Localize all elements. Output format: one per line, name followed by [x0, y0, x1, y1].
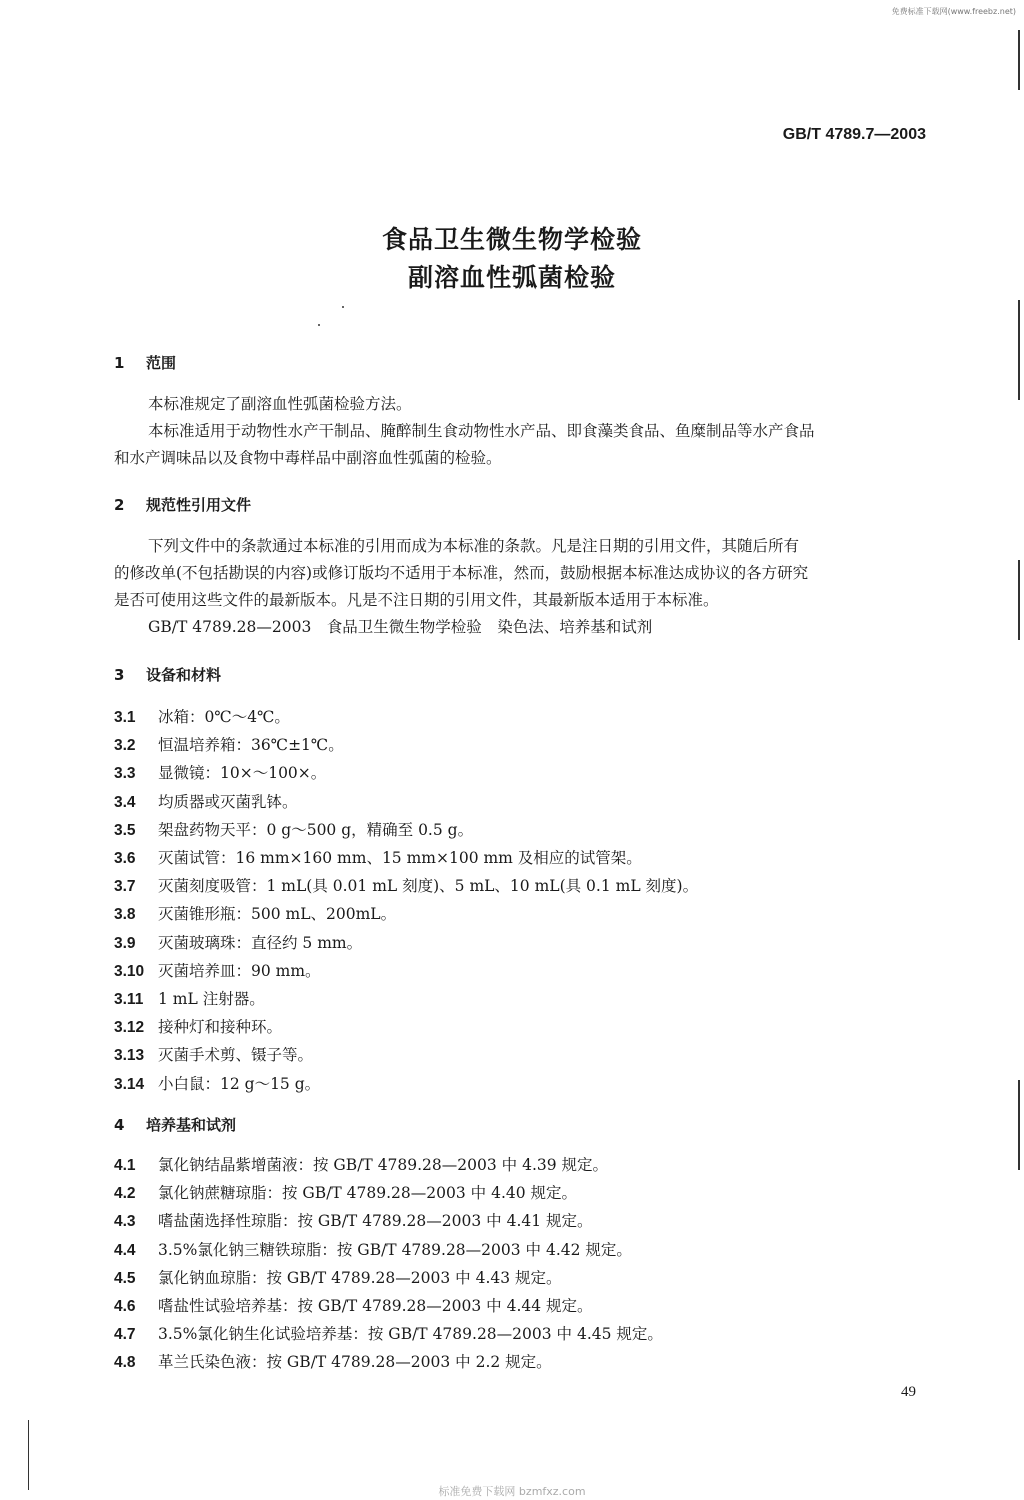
item-text: 嗜盐性试验培养基：按 GB/T 4789.28—2003 中 4.44 规定。: [158, 1297, 593, 1315]
list-item: [114, 874, 698, 896]
scan-edge-line: [1018, 300, 1020, 400]
item-text: 3.5%氯化钠生化试验培养基：按 GB/T 4789.28—2003 中 4.45 规定。: [158, 1325, 663, 1344]
section-1-body: [114, 391, 929, 472]
paragraph-line: 和水产调味品以及食物中毒样品中副溶血性弧菌的检验。: [114, 449, 502, 467]
section-2-body: [114, 533, 929, 641]
item-text: 显微镜：10×～100×。: [158, 764, 327, 783]
item-number: 3.6: [114, 850, 136, 867]
list-item: [114, 1238, 632, 1260]
list-item: [114, 761, 326, 783]
paragraph-line: 的修改单(不包括勘误的内容)或修订版均不适用于本标准，然而，鼓励根据本标准达成协议的各方研究: [114, 564, 809, 582]
item-number: 4.1: [114, 1157, 136, 1174]
list-item: [114, 1153, 608, 1175]
standard-number: GB/T 4789.7—2003: [782, 126, 926, 143]
section-3-heading: [114, 664, 221, 685]
item-number: 3.1: [114, 709, 136, 726]
item-text: 架盘药物天平：0 g～500 g，精确至 0.5 g。: [158, 820, 474, 839]
item-number: 3.7: [114, 878, 136, 896]
item-number: 3.5: [114, 821, 136, 839]
paragraph-line: 本标准规定了副溶血性弧菌检验方法。: [148, 395, 412, 413]
section-number: 2: [114, 496, 125, 514]
section-number: 1: [114, 354, 125, 372]
list-item: [114, 1266, 562, 1288]
normative-reference: GB/T 4789.28—2003 食品卫生微生物学检验 染色法、培养基和试剂: [148, 618, 653, 636]
scan-edge-line: [1018, 560, 1020, 640]
scan-speck: [318, 324, 320, 326]
item-text: 1 mL 注射器。: [158, 990, 265, 1008]
page-number: 49: [901, 1384, 916, 1400]
item-number: 3.13: [114, 1047, 145, 1065]
item-text: 灭菌刻度吸管：1 mL(具 0.01 mL 刻度)、5 mL、10 mL(具 0.1 mL 刻度)。: [158, 877, 699, 896]
item-text: 接种灯和接种环。: [158, 1018, 283, 1037]
item-number: 3.2: [114, 737, 136, 755]
scan-edge-line: [1018, 30, 1020, 90]
item-text: 氯化钠血琼脂：按 GB/T 4789.28—2003 中 4.43 规定。: [158, 1268, 562, 1287]
item-number: 4.3: [114, 1213, 136, 1231]
item-text: 革兰氏染色液：按 GB/T 4789.28—2003 中 2.2 规定。: [158, 1353, 552, 1372]
item-text: 灭菌玻璃珠：直径约 5 mm。: [158, 933, 363, 952]
list-item: [114, 987, 265, 1009]
list-item: [114, 705, 290, 727]
item-number: 3.8: [114, 906, 136, 924]
section-title: 范围: [146, 354, 177, 372]
item-number: 3.12: [114, 1019, 145, 1037]
list-item: [114, 959, 321, 981]
item-number: 3.4: [114, 793, 136, 811]
item-text: 灭菌试管：16 mm×160 mm、15 mm×100 mm 及相应的试管架。: [158, 849, 642, 867]
list-item: [114, 846, 642, 868]
item-number: 4.5: [114, 1269, 136, 1287]
section-title: 设备和材料: [146, 666, 222, 684]
item-number: 4.7: [114, 1326, 136, 1344]
item-text: 氯化钠蔗糖琼脂：按 GB/T 4789.28—2003 中 4.40 规定。: [158, 1184, 578, 1203]
item-number: 3.14: [114, 1075, 145, 1093]
scan-edge-line: [28, 1420, 29, 1490]
section-number: 3: [114, 666, 125, 684]
item-number: 4.6: [114, 1298, 136, 1315]
item-number: 4.2: [114, 1185, 136, 1203]
scan-edge-line: [1018, 1080, 1020, 1170]
item-number: 3.11: [114, 991, 144, 1008]
section-2-heading: [114, 494, 251, 515]
item-text: 灭菌手术剪、镊子等。: [158, 1046, 314, 1065]
item-text: 氯化钠结晶紫增菌液：按 GB/T 4789.28—2003 中 4.39 规定。: [158, 1156, 609, 1174]
list-item: [114, 1043, 313, 1065]
list-item: [114, 902, 396, 924]
list-item: [114, 733, 344, 755]
list-item: [114, 1015, 282, 1037]
paragraph-line: 是否可使用这些文件的最新版本。凡是不注日期的引用文件，其最新版本适用于本标准。: [114, 591, 719, 609]
list-item: [114, 1322, 663, 1344]
item-text: 小白鼠：12 g～15 g。: [158, 1074, 321, 1093]
item-text: 恒温培养箱：36℃±1℃。: [158, 736, 344, 755]
section-4-heading: [114, 1114, 236, 1135]
item-number: 3.9: [114, 934, 136, 952]
list-item: [114, 1181, 577, 1203]
list-item: [114, 1072, 320, 1094]
section-title: 规范性引用文件: [146, 496, 252, 514]
list-item: [114, 1294, 593, 1316]
item-number: 4.8: [114, 1354, 136, 1372]
paragraph-line: 下列文件中的条款通过本标准的引用而成为本标准的条款。凡是注日期的引用文件，其随后所有: [148, 537, 800, 555]
item-number: 4.4: [114, 1241, 136, 1259]
item-text: 嗜盐菌选择性琼脂：按 GB/T 4789.28—2003 中 4.41 规定。: [158, 1212, 593, 1231]
list-item: [114, 931, 362, 953]
document-title-line1: 食品卫生微生物学检验: [381, 225, 642, 254]
item-text: 灭菌培养皿：90 mm。: [158, 961, 321, 980]
section-title: 培养基和试剂: [146, 1116, 237, 1134]
list-item: [114, 1350, 552, 1372]
item-number: 3.10: [114, 962, 145, 980]
item-text: 冰箱：0℃～4℃。: [158, 708, 290, 726]
document-title-line2: 副溶血性弧菌检验: [407, 263, 616, 292]
section-1-heading: [114, 352, 176, 373]
section-number: 4: [114, 1116, 125, 1134]
top-watermark: 免费标准下载网(www.freebz.net): [891, 7, 1016, 16]
scan-speck: [342, 306, 344, 308]
footer-watermark: 标准免费下载网 bzmfxz.com: [438, 1485, 586, 1498]
item-text: 灭菌锥形瓶：500 mL、200mL。: [158, 905, 397, 924]
item-text: 3.5%氯化钠三糖铁琼脂：按 GB/T 4789.28—2003 中 4.42 规定。: [158, 1240, 632, 1259]
item-text: 均质器或灭菌乳钵。: [158, 792, 298, 811]
list-item: [114, 818, 473, 840]
paragraph-line: 本标准适用于动物性水产干制品、腌醉制生食动物性水产品、即食藻类食品、鱼糜制品等水产食品: [148, 422, 815, 440]
item-number: 3.3: [114, 765, 136, 783]
list-item: [114, 1209, 593, 1231]
list-item: [114, 790, 298, 812]
